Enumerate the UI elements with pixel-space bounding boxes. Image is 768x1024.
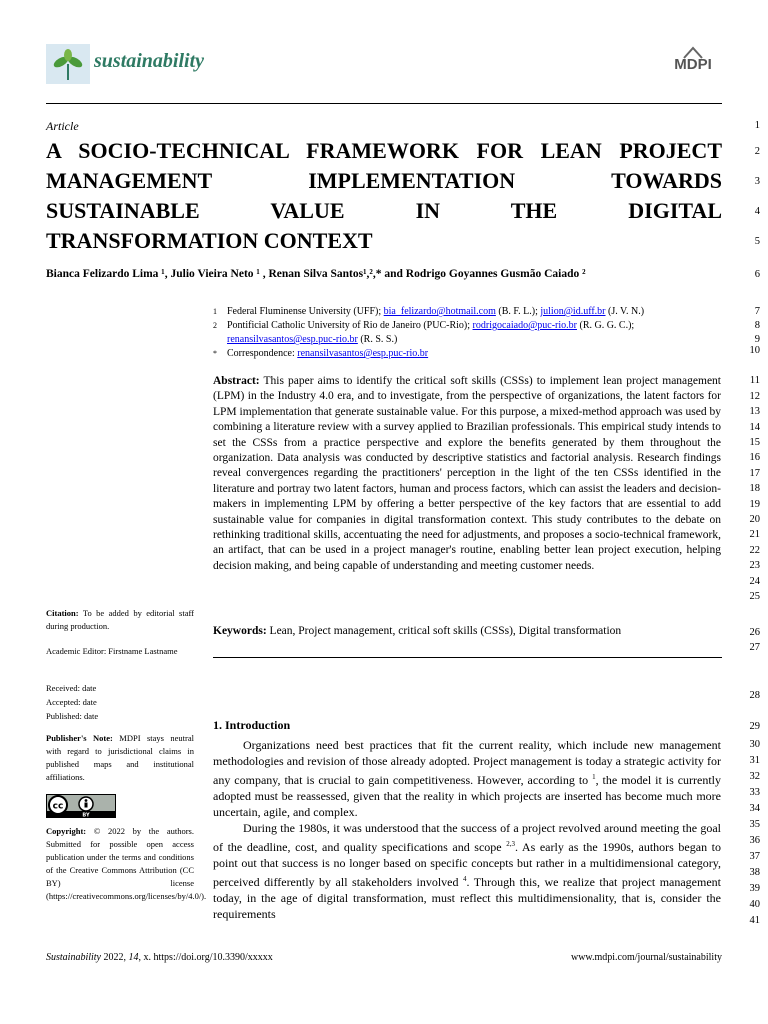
citation-ref[interactable]: 2,3 [506, 840, 515, 848]
line-number: 31 [749, 755, 760, 766]
line-number: 13 [749, 406, 760, 417]
line-number: 34 [749, 803, 760, 814]
paper-title [46, 136, 722, 256]
title-line: MANAGEMENT IMPLEMENTATION TOWARDS [46, 168, 722, 193]
keywords-label: Keywords: [213, 625, 267, 637]
line-number: 30 [749, 739, 760, 750]
line-number: 38 [749, 867, 760, 878]
title-line: SUSTAINABLE VALUE IN THE DIGITAL [46, 198, 722, 223]
line-number: 5 [754, 236, 760, 247]
leaf-icon [46, 44, 90, 84]
footer-citation [46, 952, 273, 963]
line-number: 2 [754, 146, 760, 157]
line-number: 3 [754, 176, 760, 187]
line-number: 33 [749, 787, 760, 798]
note-label: Publisher's Note: [46, 733, 113, 743]
title-line: A SOCIO-TECHNICAL FRAMEWORK FOR LEAN PROJECT [46, 138, 722, 163]
line-number: 40 [749, 899, 760, 910]
line-number: 35 [749, 819, 760, 830]
author-list: Bianca Felizardo Lima ¹, Julio Vieira Neto ¹ , Renan Silva Santos¹,²,* and Rodrigo Goyannes Gusmão Caiado ² [46, 268, 586, 280]
affiliation-marker: 2 [213, 321, 217, 330]
citation-note [46, 607, 194, 633]
journal-logo [46, 44, 90, 84]
line-number: 18 [749, 483, 760, 494]
citation-ref[interactable]: 4 [463, 875, 467, 883]
line-number: 11 [749, 375, 760, 386]
email-link[interactable]: rodrigocaiado@puc-rio.br [472, 320, 577, 331]
copyright-text: © 2022 by the authors. Submitted for possible open access publication under the terms and conditions of the Creative Commons Attribution (CC BY) license (https://creativecommons.org/licenses/by/4.0/). [46, 826, 207, 901]
article-type: Article [46, 119, 79, 133]
line-number: 8 [754, 320, 760, 331]
publisher-note [46, 732, 194, 784]
line-number: 37 [749, 851, 760, 862]
line-number: 20 [749, 514, 760, 525]
abstract-text: This paper aims to identify the critical soft skills (CSSs) to implement lean project management (LPM) in the Industry 4.0 era, and to investigate, from the perspective of organizations, the latent factors for LPM implementation that generate sustainable value. For this purpose, a mixed-method approach was used by combining a literature review with a survey applied to Brazilian professionals. This empirical study intends to set the CSSs from a practice perspective and explore the benefits generated by them throughout the organization. Data analysis was conducted by descriptive statistics and factorial analysis. Research findings reveal convergences regarding the practitioners' perception in the light of the ten CSSs identified in the literature and portray two latent factors, human and process factors, which can assist the leaders and decision-makers in implementing LPM by offering a better perspective of the key factors that are essential to add sustainable value for companies in digital transformation context. This study contributes to the debate on rethinking traditional skills, accentuating the need for adjustments, and proposes a socio-technical framework, an artifact, that can be used in a project manager's routine, enabling better lean project execution, helping decision making, and being capable of understanding and meeting customer needs. [213, 375, 721, 572]
affiliation-initials: (J. V. N.) [605, 306, 645, 317]
line-number: 7 [754, 306, 760, 317]
affiliation-marker: 1 [213, 307, 217, 316]
header-divider [46, 103, 722, 104]
citation-text: To be added by editorial staff during production. [46, 608, 194, 631]
affiliation-1 [213, 305, 713, 319]
affiliations [213, 305, 713, 361]
paragraph-text: . Through this, we realize that project management today, in the age of digital transformation, must reflect this multidimensionality, that is, consider the requirements [213, 875, 722, 921]
footer-doi[interactable]: , x. https://doi.org/10.3390/xxxxx [138, 952, 273, 963]
line-number: 24 [749, 576, 760, 587]
correspondence [213, 347, 713, 361]
footer-journal: Sustainability [46, 952, 101, 963]
correspondence-label: Correspondence: [227, 348, 298, 359]
paragraph [213, 737, 721, 820]
abstract [213, 374, 721, 574]
paragraph-text: Organizations need best practices that fit the current reality, which include new management methodologies and revision of those already adopted. Project management is today a strategic activity for any company, that is crucial to gain competitiveness. However, according to [213, 738, 721, 787]
line-number: 19 [749, 499, 760, 510]
abstract-label: Abstract: [213, 375, 260, 387]
paragraph-text: During the 1980s, it was understood that the success of a project revolved around meeting the goal of the deadline, cost, and quality specifications and scope [213, 821, 721, 854]
line-number: 10 [749, 345, 760, 356]
section-heading: 1. Introduction [213, 718, 291, 732]
line-number: 14 [749, 422, 760, 433]
accepted-date: Accepted: date [46, 697, 97, 707]
line-number: 25 [749, 591, 760, 602]
affiliation-initials: (B. F. L.); [495, 306, 541, 317]
line-number: 41 [749, 915, 760, 926]
copyright-note [46, 825, 207, 903]
published-date: Published: date [46, 711, 99, 721]
line-number: 36 [749, 835, 760, 846]
affiliation-initials: (R. G. G. C.); [576, 320, 635, 331]
journal-name: sustainability [94, 50, 205, 72]
introduction-body [213, 737, 721, 922]
line-number: 15 [749, 437, 760, 448]
svg-text:cc: cc [52, 801, 64, 812]
affiliation-text: Pontificial Catholic University of Rio de Janeiro (PUC-Rio); [227, 320, 473, 331]
footer-year: 2022, [101, 952, 129, 963]
email-link[interactable]: julion@id.uff.br [540, 306, 606, 317]
line-number: 27 [749, 642, 760, 653]
email-link[interactable]: renansilvasantos@esp.puc-rio.br [297, 348, 429, 359]
publisher-name: MDPI [674, 56, 712, 73]
citation-ref[interactable]: 1 [592, 773, 596, 781]
cc-by-license-icon[interactable] [46, 794, 116, 818]
footer-website[interactable]: www.mdpi.com/journal/sustainability [570, 952, 722, 963]
line-number: 39 [749, 883, 760, 894]
citation-label: Citation: [46, 608, 79, 618]
line-number: 6 [754, 269, 760, 280]
keywords-text: Lean, Project management, critical soft skills (CSSs), Digital transformation [266, 625, 622, 637]
affiliation-text: Federal Fluminense University (UFF); [227, 306, 384, 317]
paragraph-text: , the model it is currently adopted must be reassessed, given that the reality in which projects are inserted has become much more uncertain, agile, and complex. [213, 773, 722, 819]
line-number: 17 [749, 468, 760, 479]
affiliation-initials: (R. S. S.) [357, 334, 398, 345]
paragraph-text: . As early as the 1990s, authors began to point out that success is no longer based on specific concepts but rather in a multidimensional category, perceived differently by all stakeholders involved [213, 840, 721, 889]
copyright-label: Copyright: [46, 826, 87, 836]
cc-by-label: BY [82, 812, 90, 818]
line-number: 32 [749, 771, 760, 782]
line-number: 28 [749, 690, 760, 701]
line-number: 12 [749, 391, 760, 402]
line-number: 9 [754, 334, 760, 345]
section-divider [213, 657, 722, 658]
footer-volume: 14 [128, 952, 139, 963]
line-number: 21 [749, 529, 760, 540]
line-number: 16 [749, 452, 760, 463]
email-link[interactable]: renansilvasantos@esp.puc-rio.br [227, 334, 358, 345]
line-number: 22 [749, 545, 760, 556]
academic-editor: Academic Editor: Firstname Lastname [46, 646, 178, 656]
keywords [213, 625, 721, 637]
affiliation-2 [213, 319, 713, 347]
paragraph [213, 820, 721, 922]
line-number: 29 [749, 721, 760, 732]
received-date: Received: date [46, 683, 97, 693]
note-text: MDPI stays neutral with regard to jurisdictional claims in published maps and institutional affiliations. [46, 733, 194, 782]
line-number: 26 [749, 627, 760, 638]
line-number: 23 [749, 560, 760, 571]
line-number: 1 [754, 120, 760, 131]
email-link[interactable]: bia_felizardo@hotmail.com [383, 306, 496, 317]
line-number: 4 [754, 206, 760, 217]
title-line: TRANSFORMATION CONTEXT [46, 228, 373, 253]
affiliation-marker: * [213, 349, 217, 358]
